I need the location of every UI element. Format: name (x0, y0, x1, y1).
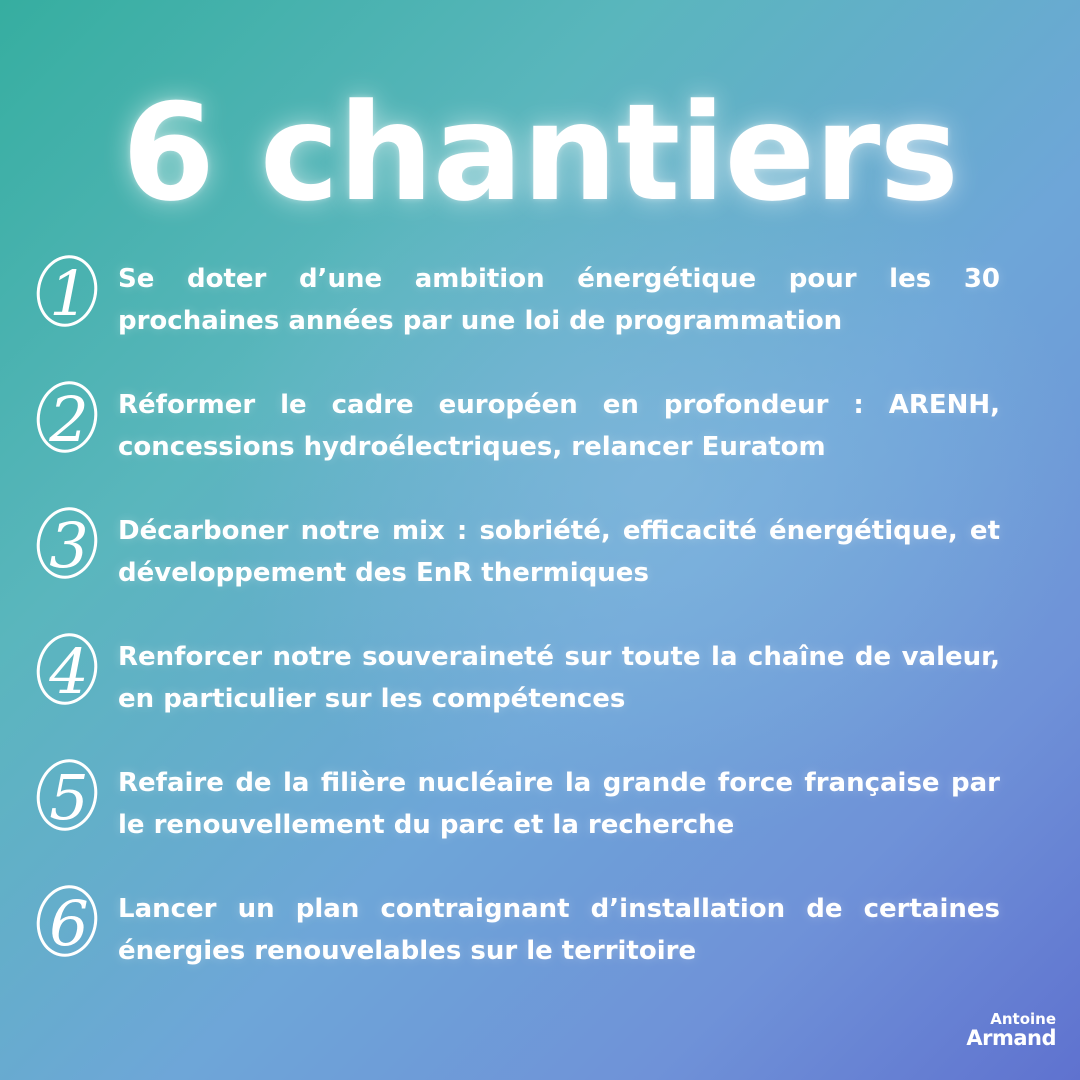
circled-number-5-icon (34, 756, 104, 840)
list-item (34, 762, 1000, 888)
brand-logo (952, 1010, 1056, 1048)
circled-number-2-icon (34, 378, 104, 462)
item-number: 5 (49, 761, 89, 834)
list-item (34, 888, 1000, 1014)
list-item (34, 510, 1000, 636)
number-ring (30, 502, 104, 585)
item-number: 4 (49, 635, 89, 708)
item-number: 3 (49, 509, 89, 582)
item-text: Se doter d’une ambition énergétique pour les 30 prochaines années par une loi de programmation (118, 264, 1000, 336)
item-number: 1 (49, 257, 89, 330)
circled-number-6-icon (34, 882, 104, 966)
list-item (34, 258, 1000, 384)
item-text: Réformer le cadre européen en profondeur : ARENH, concessions hydroélectriques, relancer Euratom (118, 390, 1000, 462)
item-text: Renforcer notre souveraineté sur toute la chaîne de valeur, en particulier sur les compétences (118, 642, 1000, 714)
item-number: 2 (49, 383, 89, 456)
number-ring (30, 628, 104, 711)
circled-number-1-icon (34, 252, 104, 336)
list-item (34, 636, 1000, 762)
item-text: Lancer un plan contraignant d’installation de certaines énergies renouvelables sur le territoire (118, 894, 1000, 966)
number-ring (30, 880, 104, 963)
number-ring (30, 250, 104, 333)
item-text: Décarboner notre mix : sobriété, efficacité énergétique, et développement des EnR thermiques (118, 516, 1000, 588)
logo-line-2: Armand (966, 1026, 1056, 1050)
page-title: 6 chantiers (121, 75, 959, 231)
number-ring (30, 754, 104, 837)
item-text: Refaire de la filière nucléaire la grande force française par le renouvellement du parc et la recherche (118, 768, 1000, 840)
number-ring (30, 376, 104, 459)
item-number: 6 (49, 887, 89, 960)
logo-line-1: Antoine (990, 1010, 1056, 1028)
circled-number-4-icon (34, 630, 104, 714)
list-item (34, 384, 1000, 510)
chantiers-list (34, 258, 1000, 1014)
circled-number-3-icon (34, 504, 104, 588)
